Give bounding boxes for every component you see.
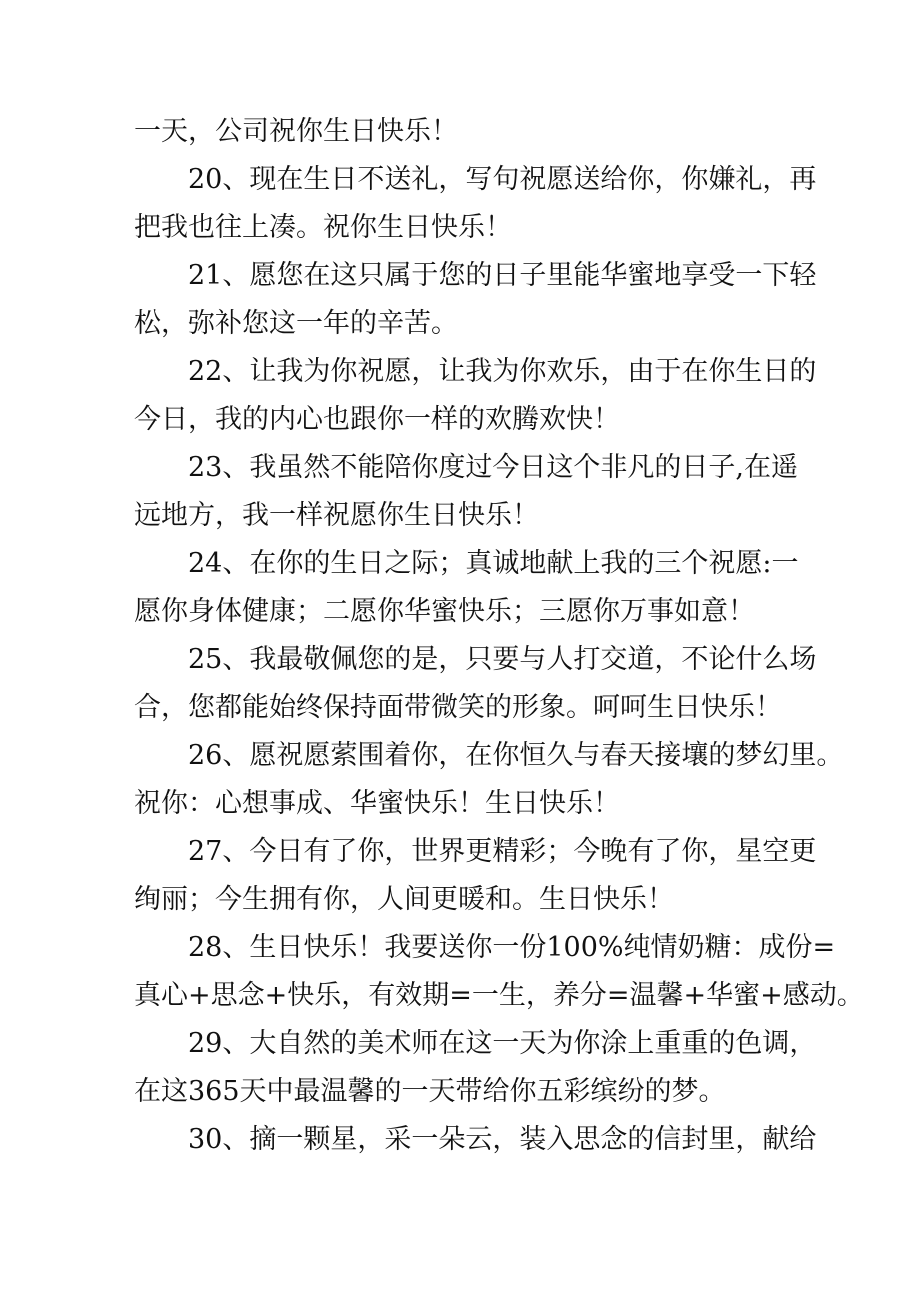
list-item <box>134 1116 817 1164</box>
list-item <box>134 924 864 1020</box>
paragraph-line: 祝你：心想事成、华蜜快乐！生日快乐！ <box>134 788 620 819</box>
paragraph-line: 真心+思念+快乐，有效期=一生，养分=温馨+华蜜+感动。 <box>134 980 864 1011</box>
lead-line: 一天，公司祝你生日快乐！ <box>134 116 458 147</box>
list-item <box>134 444 798 540</box>
paragraph-line: 把我也往上凑。祝你生日快乐！ <box>134 212 512 243</box>
paragraph-line: 今日，我的内心也跟你一样的欢腾欢快！ <box>134 404 620 435</box>
paragraph-line: 愿你身体健康；二愿你华蜜快乐；三愿你万事如意！ <box>134 596 755 627</box>
paragraph-line: 22、让我为你祝愿，让我为你欢乐，由于在你生日的 <box>188 356 817 387</box>
paragraph-line: 23、我虽然不能陪你度过今日这个非凡的日子,在遥 <box>188 452 798 483</box>
list-item <box>134 636 817 732</box>
list-item <box>134 540 799 636</box>
paragraph-line: 绚丽；今生拥有你，人间更暖和。生日快乐！ <box>134 884 674 915</box>
paragraph-line: 21、愿您在这只属于您的日子里能华蜜地享受一下轻 <box>188 260 817 291</box>
paragraph-line: 松，弥补您这一年的辛苦。 <box>134 308 458 339</box>
paragraph-line: 28、生日快乐！我要送你一份100%纯情奶糖：成份= <box>188 932 836 963</box>
document-body <box>134 108 864 1164</box>
paragraph-line: 29、大自然的美术师在这一天为你涂上重重的色调， <box>188 1028 817 1059</box>
list-item <box>134 828 817 924</box>
list-item <box>134 156 817 252</box>
paragraph-line: 合，您都能始终保持面带微笑的形象。呵呵生日快乐！ <box>134 692 782 723</box>
paragraph-line: 在这365天中最温馨的一天带给你五彩缤纷的梦。 <box>134 1076 726 1107</box>
paragraph-line: 27、今日有了你，世界更精彩；今晚有了你，星空更 <box>188 836 817 867</box>
paragraph-line: 26、愿祝愿萦围着你，在你恒久与春天接壤的梦幻里。 <box>188 740 844 771</box>
paragraph-line: 24、在你的生日之际；真诚地献上我的三个祝愿:一 <box>188 548 799 579</box>
paragraph-line: 远地方，我一样祝愿你生日快乐！ <box>134 500 539 531</box>
list-item <box>134 252 817 348</box>
list-item <box>134 1020 817 1116</box>
list-item <box>134 732 844 828</box>
list-item <box>134 348 817 444</box>
paragraph-line: 25、我最敬佩您的是，只要与人打交道，不论什么场 <box>188 644 817 675</box>
paragraph-line: 30、摘一颗星，采一朵云，装入思念的信封里，献给 <box>188 1124 817 1155</box>
paragraph-line: 20、现在生日不送礼，写句祝愿送给你，你嫌礼，再 <box>188 164 817 195</box>
